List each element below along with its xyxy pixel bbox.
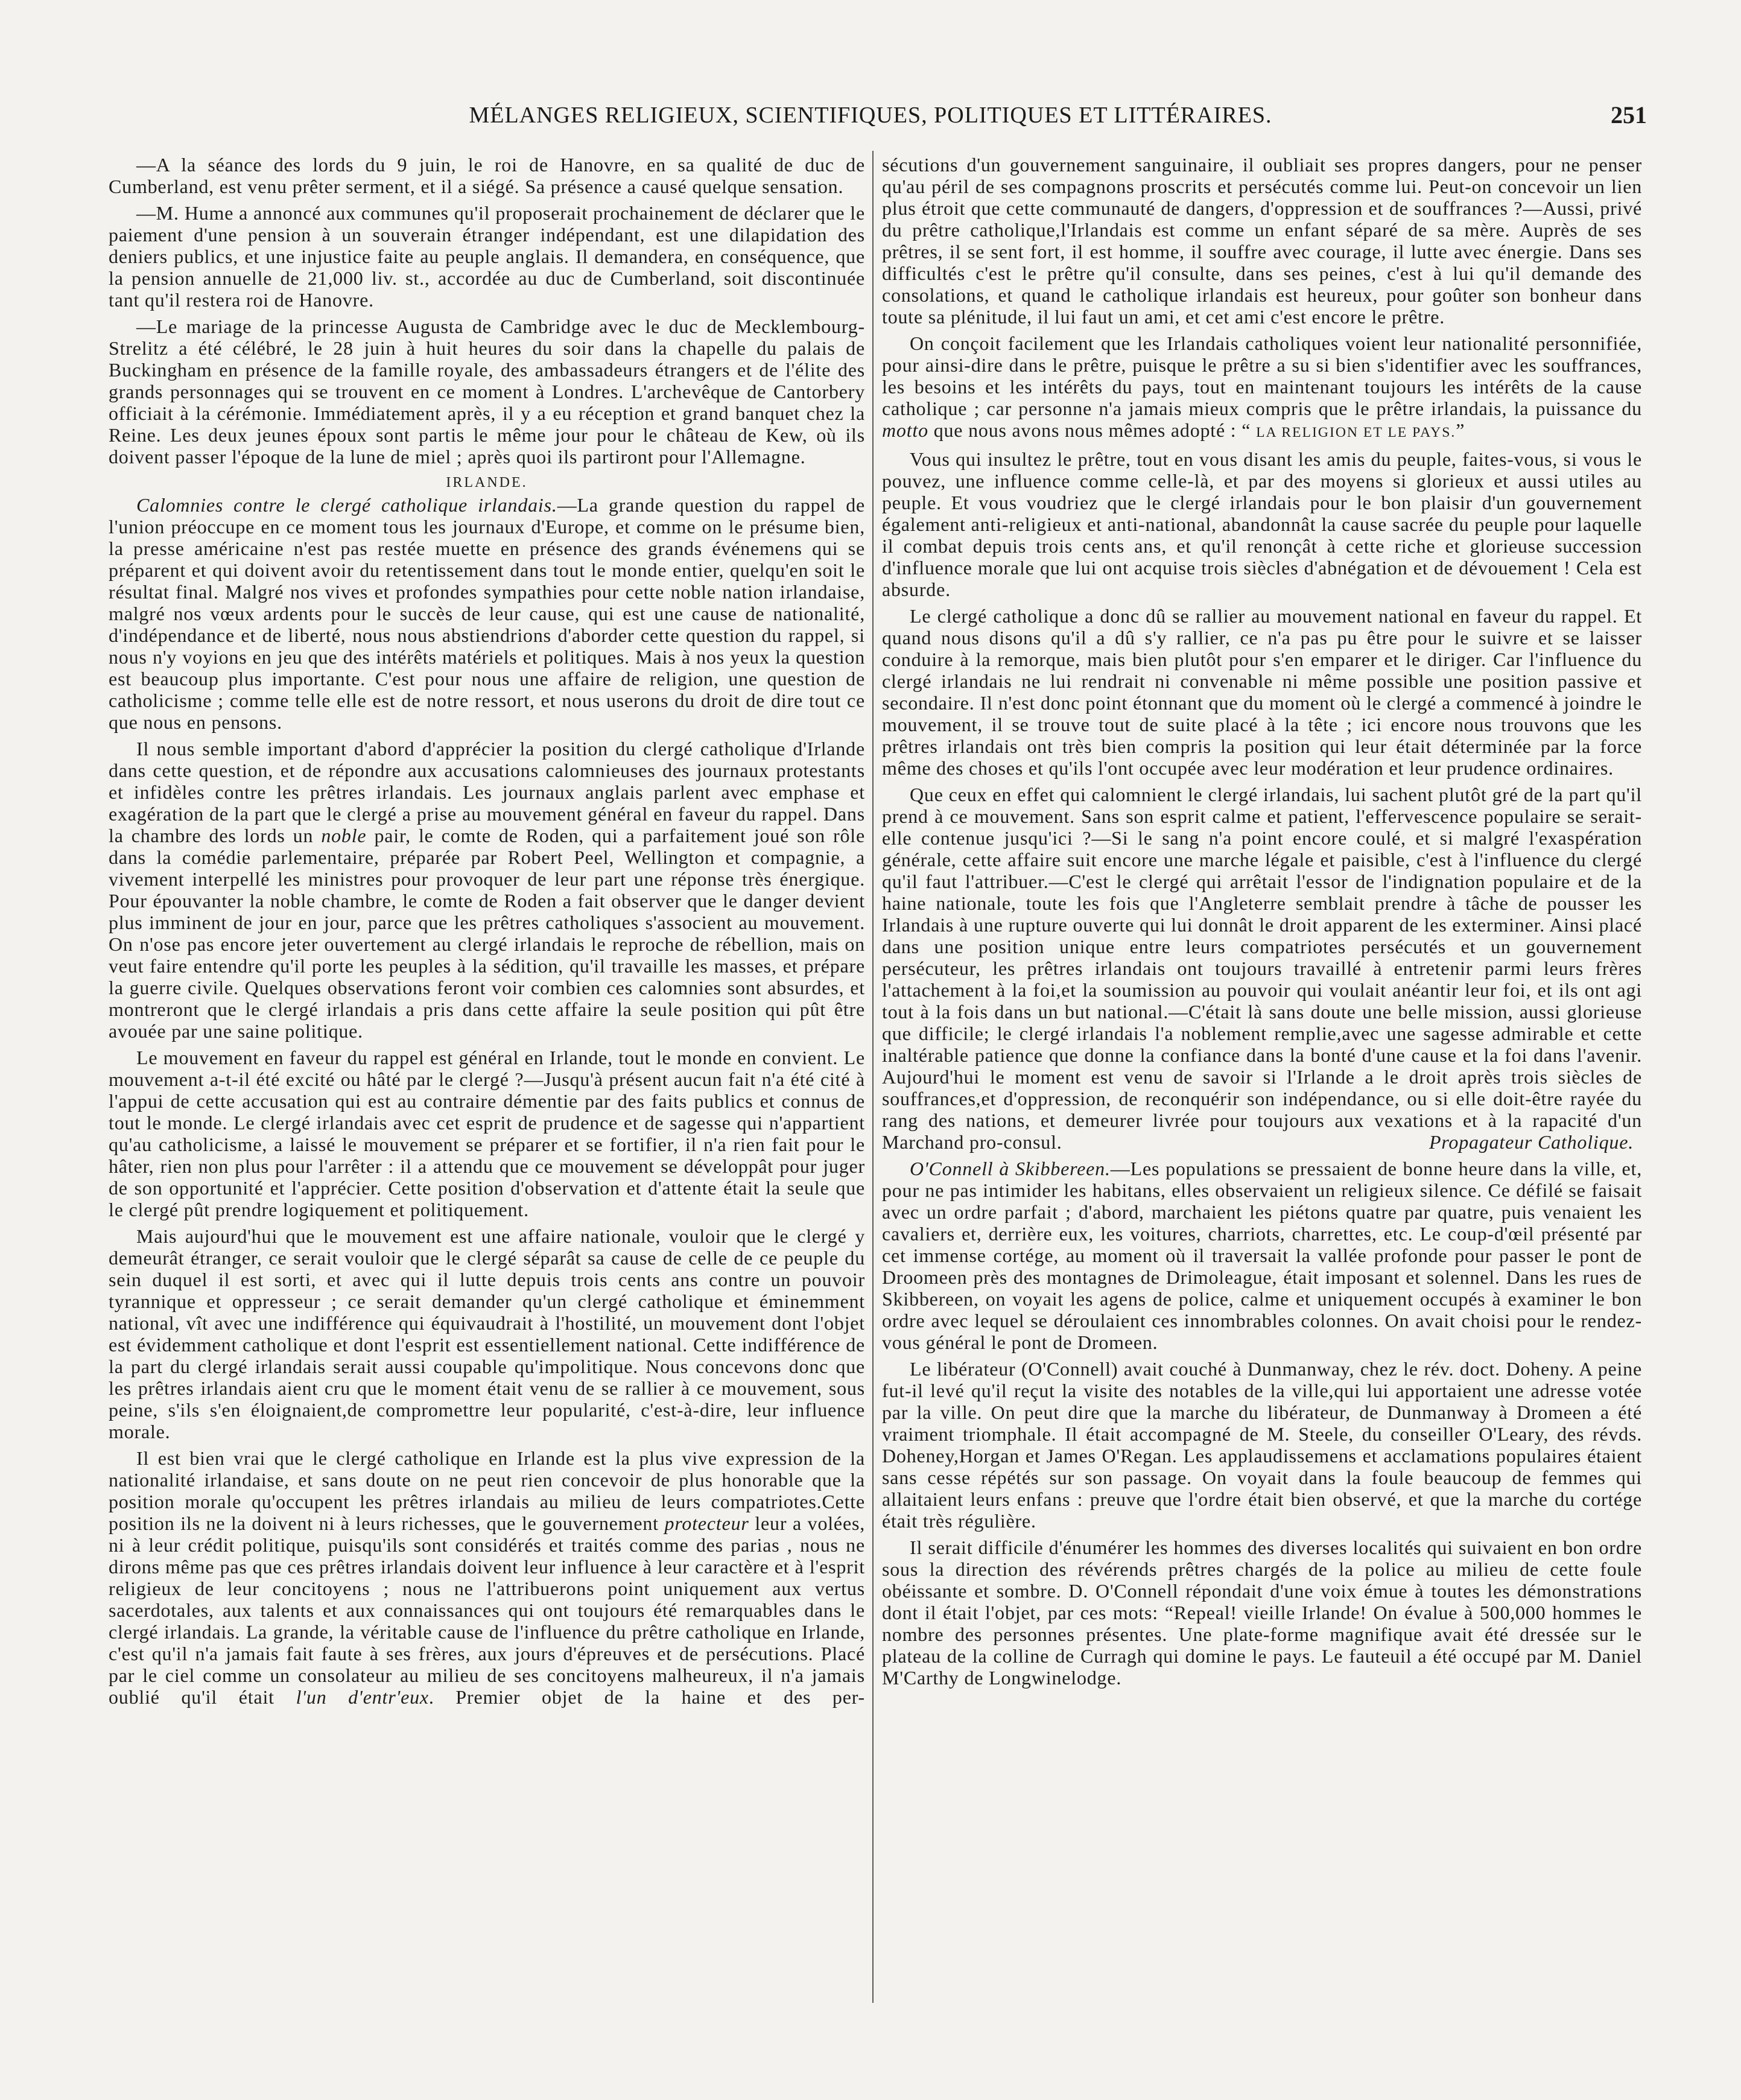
article-paragraph [109, 1447, 865, 1708]
article-text: . Premier objet de la haine et des per- [428, 1686, 866, 1708]
article-paragraph: Le libérateur (O'Connell) avait couché à Dunmanway, chez le rév. doct. Doheny. A peine fut-il levé qu'il reçut la visite des notables de la ville,qui lui apportaient une adresse votée par la ville. On peut dire que la marche du libérateur, de Dunmanway à Dromeen a été vraiment triomphale. Il était accompagné de M. Steele, du conseiller O'Leary, des révds. Doheney,Horgan et James O'Regan. Les applaudissemens et acclamations populaires étaient sans cesse répétés sur son passage. On voyait dans la foule beaucoup de femmes qui allaitaient leurs enfans : preuve que l'ordre était bien observé, et que la marche du cortége était très régulière. [882, 1358, 1642, 1532]
left-column [109, 154, 865, 1713]
article-paragraph [882, 1158, 1642, 1353]
article-paragraph [109, 494, 865, 733]
article-text: —La grande question du rappel de l'union préoccupe en ce moment tous les journaux d'Europe, et comme on le présume bien, la presse américaine n'est pas restée muette en présence des grands événemens qui se préparent et qui doivent avoir du retentissement dans tout le monde entier, quelqu'en soit le résultat final. Malgré nos vives et profondes sympathies pour cette noble nation irlandaise, malgré nos vœux ardents pour le succès de leur cause, qui est une cause de nationalité, d'indépendance et de liberté, nous nous abstiendrions d'aborder cette question du rappel, si nous n'y voyions en jeu que des intérêts matériels et politiques. Mais à nos yeux la question est beaucoup plus importante. C'est pour nous une affaire de religion, une question de catholicisme ; comme telle elle est de notre ressort, et nous userons du droit de dire tout ce que nous en pensons. [109, 494, 865, 733]
article-paragraph: Mais aujourd'hui que le mouvement est une affaire nationale, vouloir que le clergé y demeurât étranger, ce serait vouloir que le clergé séparât sa cause de celle de ce peuple du sein duquel il est sorti, et avec qui il lutte depuis trois cents ans contre un pouvoir tyrannique et oppresseur ; ce serait demander qu'un clergé catholique et éminemment national, vît avec une indifférence qui équivaudrait à l'hostilité, un mouvement dont l'objet est évidemment catholique et dont l'esprit est essentiellement national. Cette indifférence de la part du clergé irlandais serait aussi coupable qu'impolitique. Nous concevons donc que les prêtres irlandais aient cru que le moment était venu de se rallier à ce mouvement, sous peine, s'ils s'en éloignaient,de compromettre leur popularité, c'est-à-dire, leur influence morale. [109, 1225, 865, 1442]
article-text: —Les populations se pressaient de bonne heure dans la ville, et, pour ne pas intimider les habitans, elles observaient un religieux silence. Ce défilé se faisait avec un ordre parfait ; d'abord, marchaient les piétons quatre par quatre, puis venaient les cavaliers et, derrière eux, les voitures, charriots, charrettes, etc. Le coup-d'œil présenté par cet immense cortége, au moment où il traversait la vallée profonde pour passer le pont de Droomeen près des montagnes de Drimoleague, était imposant et solennel. Dans les rues de Skibbereen, on voyait les agens de police, calme et uniquement occupés à examiner le bon ordre avec lequel se déroulaient ces innombrables colonnes. On avait choisi pour le rendez-vous général le pont de Dromeen. [882, 1158, 1643, 1353]
article-paragraph: Le mouvement en faveur du rappel est général en Irlande, tout le monde en convient. Le mouvement a-t-il été excité ou hâté par le clergé ?—Jusqu'à présent aucun fait n'a été cité à l'appui de cette accusation qui est au contraire démentie par des faits publics et connus de tout le monde. Le clergé irlandais avec cet esprit de prudence et de sagesse qui n'appartient qu'au catholicisme, a laissé le mouvement se préparer et se fortifier, il n'a rien fait pour le hâter, rien non plus pour l'arrêter : il a attendu que ce mouvement se développât pour juger de son opportunité et l'apprécier. Cette position d'observation et d'attente était la seule que le clergé pût prendre logiquement et politiquement. [109, 1047, 865, 1220]
article-text: Il nous semble important d'abord d'apprécier la position du clergé catholique d'Irlande dans cette question, et de répondre aux accusations calomnieuses des journaux protestants et infidèles contre les prêtres irlandais. Les journaux anglais parlent avec emphase et exagération de la part que le clergé a prise au mouvement général en faveur du rappel. Dans la chambre des lords un [109, 738, 865, 846]
motto-text: LA RELIGION ET LE PAYS. [1256, 425, 1456, 440]
page-number: 251 [1611, 101, 1647, 128]
page-header [0, 100, 1741, 134]
news-item: —A la séance des lords du 9 juin, le roi de Hanovre, en sa qualité de duc de Cumberland, est venu prêter serment, et il a siégé. Sa présence a causé quelque sensation. [109, 154, 865, 197]
article-text: Que ceux en effet qui calomnient le clergé irlandais, lui sachent plutôt gré de la part qu'il prend à ce mouvement. Sans son esprit calme et patient, l'effervescence populaire se serait-elle contenue jusqu'ici ?—Si le sang n'a point encore coulé, et si malgré l'exaspération générale, cette affaire suit encore une marche légale et paisible, c'est à l'influence du clergé qu'il faut l'attribuer.—C'est le clergé qui arrêtait l'essor de l'indignation populaire et de la haine nationale, toute les fois que l'Angleterre semblait prendre à tâche de pousser les Irlandais à une rupture ouverte qui lui donnât le droit apparent de les exterminer. Ainsi placé dans une position unique entre leurs compatriotes persécutés et un gouvernement persécuteur, les prêtres irlandais ont toujours travaillé à entretenir parmi leurs frères l'attachement à la foi,et la soumission au pouvoir qui voulait anéantir leur foi, et ils ont agi tout à la fois dans un but national.—C'était là sans doute une belle mission, aussi glorieuse que difficile; le clergé irlandais l'a noblement remplie,avec une sagesse admirable et cette inaltérable patience que donne la confiance dans la bonté d'une cause et la foi dans l'avenir. Aujourd'hui le moment est venu de savoir si l'Irlande a le droit après trois siècles de souffrances,et d'oppression, de reconquérir son indépendance, ou si elle doit-être rayée du rang des nations, et demeurer livrée pour toujours aux vexations et à la rapacité d'un Marchand pro-consul. [882, 784, 1642, 1153]
emphasis-text: l'un d'entr'eux [296, 1686, 429, 1708]
running-title: MÉLANGES RELIGIEUX, SCIENTIFIQUES, POLITIQUES ET LITTÉRAIRES. [469, 103, 1272, 128]
article-text: On conçoit facilement que les Irlandais catholiques voient leur nationalité personnifiée, pour ainsi-dire dans le prêtre, puisque le prêtre a su si bien s'identifier avec les souffrances, les besoins et les intérêts du pays, tout en maintenant toujours les intérêts de la cause catholique ; car personne n'a jamais mieux compris que le prêtre irlandais, la puissance du [882, 332, 1642, 419]
emphasis-text: protecteur [664, 1512, 749, 1534]
article-text: pair, le comte de Roden, qui a parfaitement joué son rôle dans la comédie parlementaire, préparée par Robert Peel, Wellington et compagnie, a vivement interpellé les ministres pour provoquer de leur part une réponse très énergique. Pour épouvanter la noble chambre, le comte de Roden a fait observer que le danger devient plus imminent de jour en jour, parce que les prêtres catholiques s'associent au mouvement. On n'ose pas encore jeter ouvertement au clergé irlandais le reproche de rébellion, mais on veut faire entendre qu'il porte les peuples à la sédition, qu'il travaille les masses, et prépare la guerre civile. Quelques observations feront voir combien ces calomnies sont absurdes, et montreront que le clergé irlandais a pris dans cette affaire la seule position qui pût être avouée par une saine politique. [109, 825, 866, 1042]
article-text: leur a volées, ni à leur crédit politique, puisqu'ils sont considérés et traités comme des parias , nous ne dirons même pas que ces prêtres irlandais doivent leur influence à leur caractère et à l'esprit religieux de leur concitoyens ; nous ne l'attribuerons point uniquement aux vertus sacerdotales, aux talents et aux connaissances qui ont toujours été remarquables dans le clergé irlandais. La grande, la véritable cause de l'influence du prêtre catholique en Irlande, c'est qu'il n'a jamais fait faute à ses frères, aux jours d'épreuves et de persécutions. Placé par le ciel comme un consolateur au milieu de ses concitoyens malheureux, il n'a jamais oublié qu'il était [109, 1512, 865, 1708]
article-text: Il est bien vrai que le clergé catholique en Irlande est la plus vive expression de la nationalité irlandaise, et sans doute on ne peut rien concevoir de plus honorable que la position morale qu'occupent les prêtres irlandais au milieu de leurs compatriotes.Cette position ils ne la doivent ni à leurs richesses, que le gouvernement [109, 1447, 865, 1534]
article-title: Calomnies contre le clergé catholique irlandais. [136, 494, 557, 516]
article-paragraph [882, 784, 1642, 1153]
article-paragraph: Vous qui insultez le prêtre, tout en vous disant les amis du peuple, faites-vous, si vous le pouvez, une influence comme celle-là, et par des moyens si glorieux et aussi utiles au peuple. Et vous voudriez que le clergé irlandais pour le bon plaisir d'un gouvernement également anti-religieux et anti-national, abandonnât la cause sacrée du peuple pour laquelle il combat depuis trois cents ans, et qu'il renonçât à cette riche et glorieuse succession d'influence morale que lui ont acquise trois siècles d'abnégation et de dévouement ! Cela est absurde. [882, 448, 1642, 600]
emphasis-text: noble [321, 825, 367, 846]
article-text: que nous avons nous mêmes adopté : “ [928, 419, 1257, 441]
column-rule [872, 151, 874, 2003]
right-column [882, 154, 1642, 1693]
news-item: —Le mariage de la princesse Augusta de Cambridge avec le duc de Mecklembourg-Strelitz a été célébré, le 28 juin à huit heures du soir dans la chapelle du palais de Buckingham en présence de la famille royale, des ambassadeurs étrangers et de l'élite des grands personnages qui se trouvent en ce moment à Londres. L'archevêque de Cantorbery officiait à la cérémonie. Immédiatement après, il y a eu réception et grand banquet chez la Reine. Les deux jeunes époux sont partis le même jour pour le château de Kew, où ils doivent passer l'époque de la lune de miel ; après quoi ils partiront pour l'Allemagne. [109, 316, 865, 468]
article-paragraph: sécutions d'un gouvernement sanguinaire, il oubliait ses propres dangers, pour ne penser qu'au péril de ses compagnons proscrits et persécutés comme lui. Peut-on concevoir un lien plus étroit que cette communauté de dangers, d'oppression et de souffrances ?—Aussi, privé du prêtre catholique,l'Irlandais est comme un enfant séparé de sa mère. Auprès de ses prêtres, il se sent fort, il est homme, il souffre avec courage, il lutte avec énergie. Dans ses difficultés c'est le prêtre qu'il consulte, dans ses peines, c'est à lui qu'il demande des consolations, et quand le catholique irlandais est heureux, pour goûter son bonheur dans toute sa plénitude, il lui faut un ami, et cet ami c'est encore le prêtre. [882, 154, 1642, 328]
article-source: Propagateur Catholique. [1429, 1131, 1634, 1153]
news-item: —M. Hume a annoncé aux communes qu'il proposerait prochainement de déclarer que le paiement d'une pension à un souverain étranger indépendant, est une dilapidation des deniers publics, et une injustice faite au peuple anglais. Il demandera, en conséquence, que la pension annuelle de 21,000 liv. st., accordée au duc de Cumberland, soit discontinuée tant qu'il restera roi de Hanovre. [109, 202, 865, 311]
section-heading: IRLANDE. [446, 475, 528, 490]
article-paragraph [109, 738, 865, 1042]
article-paragraph: Il serait difficile d'énumérer les hommes des diverses localités qui suivaient en bon ordre sous la direction des révérends prêtres chargés de la police au milieu de cette foule obéissante et sombre. D. O'Connell répondait d'une voix émue à toutes les démonstrations dont il était l'objet, par ces mots: “Repeal! vieille Irlande! On évalue à 500,000 hommes le nombre des personnes présentes. Une plate-forme magnifique avait été dressée sur le plateau de la colline de Curragh qui domine le pays. Le fauteuil a été occupé par M. Daniel M'Carthy de Longwinelodge. [882, 1537, 1642, 1689]
emphasis-text: motto [882, 419, 928, 441]
article-title: O'Connell à Skibbereen. [910, 1158, 1111, 1179]
article-paragraph [882, 332, 1642, 443]
article-paragraph: Le clergé catholique a donc dû se rallier au mouvement national en faveur du rappel. Et quand nous disons qu'il a dû s'y rallier, ce n'a pas pu être pour le suivre et se laisser conduire à la remorque, mais bien plutôt pour s'en emparer et le diriger. Car l'influence du clergé irlandais ne lui rendrait ni convenable ni même possible une position passive et secondaire. Il n'est donc point étonnant que du moment où le clergé a commencé à joindre le mouvement, il se trouve tout de suite placé à la tête ; ici encore nous trouvons que les prêtres irlandais ont très bien compris la position qui leur était déterminée par la force même des choses et qu'ils l'ont occupée avec leur modération et leur prudence ordinaires. [882, 605, 1642, 779]
article-text: ” [1456, 419, 1465, 441]
